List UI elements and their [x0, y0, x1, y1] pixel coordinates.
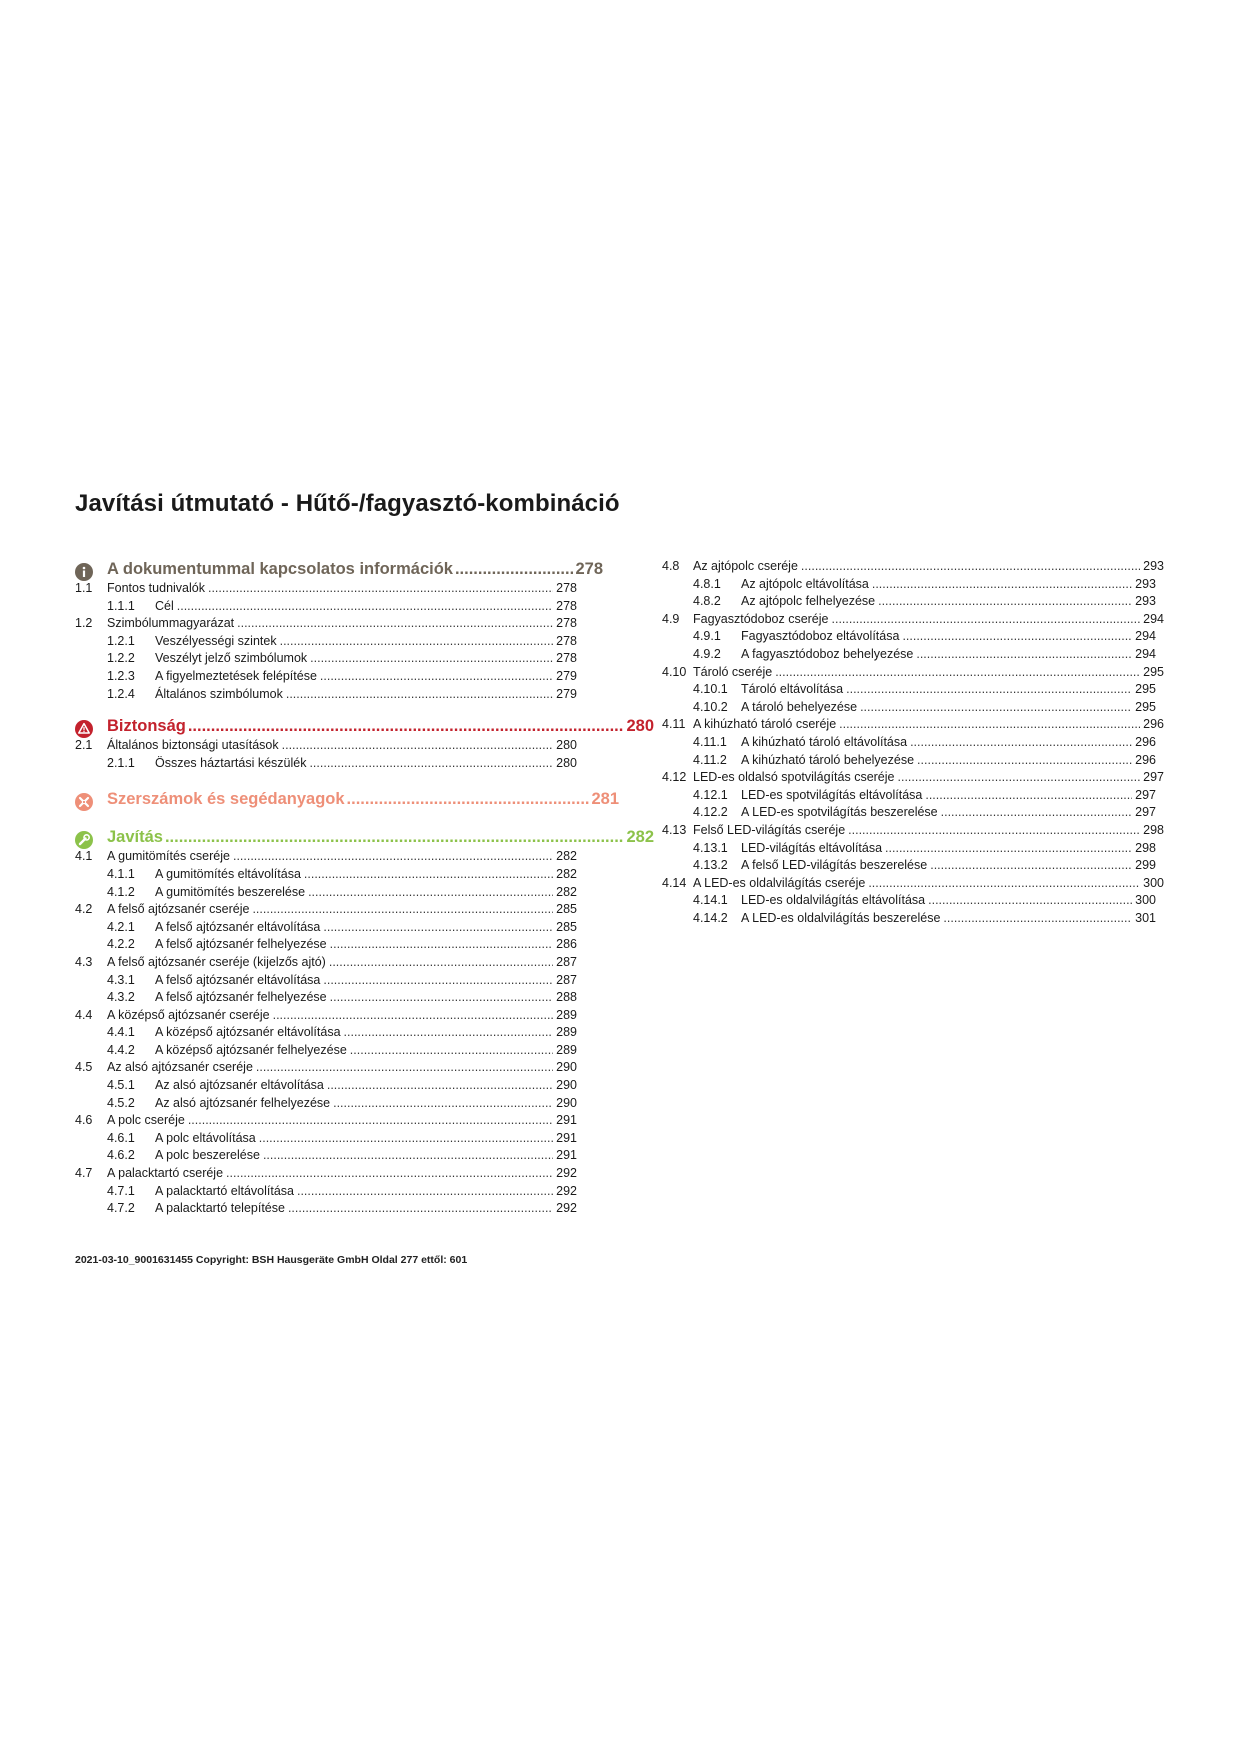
toc-subsection[interactable] [75, 598, 577, 616]
section-number: 4.9 [662, 611, 680, 626]
page-number: 292 [556, 1166, 577, 1181]
toc-subsection[interactable] [662, 646, 1156, 664]
section-number: 4.10.1 [693, 682, 728, 697]
section-number: 4.8.1 [693, 576, 721, 591]
chapter-page: 278 [575, 560, 603, 578]
page-number: 289 [556, 1007, 577, 1022]
page-number: 292 [556, 1183, 577, 1198]
page-number: 282 [556, 866, 577, 881]
section-title: A LED-es oldalvilágítás cseréje [693, 875, 866, 890]
section-title: A középső ajtózsanér felhelyezése [155, 1042, 347, 1057]
leader-dots [943, 910, 1132, 928]
toc-subsection[interactable] [662, 892, 1156, 910]
section-number: 4.13 [662, 822, 687, 837]
leader-dots [286, 686, 553, 704]
section-number: 4.6.2 [107, 1148, 135, 1163]
leader-dots [916, 646, 1132, 664]
toc-subsection[interactable] [662, 681, 1156, 699]
section-number: 4.5.1 [107, 1078, 135, 1093]
section-number: 4.8.2 [693, 594, 721, 609]
leader-dots [177, 598, 553, 616]
section-title: A tároló behelyezése [741, 699, 858, 714]
section-number: 4.2.2 [107, 937, 135, 952]
page-number: 278 [556, 633, 577, 648]
section-title: A palacktartó telepítése [155, 1201, 285, 1216]
toc-subsection[interactable] [75, 1183, 577, 1201]
section-title: Tároló eltávolítása [741, 682, 844, 697]
leader-dots [304, 866, 553, 884]
section-title: A gumitömítés cseréje [107, 849, 230, 864]
chapter-label: A dokumentummal kapcsolatos információk [107, 560, 453, 578]
toc-subsection[interactable] [662, 752, 1156, 770]
toc-subsection[interactable] [662, 787, 1156, 805]
page-number: 291 [556, 1113, 577, 1128]
section-title: A felső ajtózsanér eltávolítása [155, 919, 321, 934]
leader-dots [188, 1112, 553, 1130]
section-number: 4.7.2 [107, 1201, 135, 1216]
page-number: 292 [556, 1201, 577, 1216]
leader-dots [329, 954, 553, 972]
toc-subsection[interactable] [75, 755, 577, 773]
page-number: 291 [556, 1130, 577, 1145]
section-number: 4.12 [662, 770, 687, 785]
section-title: Veszélyt jelző szimbólumok [155, 651, 308, 666]
leader-dots [288, 1200, 553, 1218]
leader-dots [350, 1042, 553, 1060]
toc-section[interactable] [662, 664, 1164, 682]
section-title: LED-es oldalvilágítás eltávolítása [741, 893, 926, 908]
page-number: 299 [1135, 858, 1156, 873]
toc-section[interactable] [75, 848, 577, 866]
toc-subsection[interactable] [662, 804, 1156, 822]
leader-dots [917, 752, 1132, 770]
section-number: 4.14.1 [693, 893, 728, 908]
toc-section[interactable] [75, 954, 577, 972]
leader-dots [878, 593, 1132, 611]
section-title: A fagyasztódoboz behelyezése [741, 646, 914, 661]
page-number: 298 [1143, 822, 1164, 837]
leader-dots [252, 901, 553, 919]
leader-dots [273, 1007, 554, 1025]
section-title: A középső ajtózsanér cseréje [107, 1007, 270, 1022]
leader-dots [310, 650, 553, 668]
info-icon [75, 563, 93, 581]
page-number: 296 [1143, 717, 1164, 732]
page-number: 300 [1135, 893, 1156, 908]
leader-dots [455, 558, 574, 580]
tools-icon [75, 793, 93, 811]
leader-dots [846, 681, 1132, 699]
section-title: LED-es spotvilágítás eltávolítása [741, 787, 923, 802]
leader-dots [898, 769, 1141, 787]
toc-subsection[interactable] [662, 593, 1156, 611]
page-footer: 2021-03-10_9001631455 Copyright: BSH Hausgeräte GmbH Oldal 277 ettől: 601 [75, 1254, 468, 1266]
section-title: A kihúzható tároló cseréje [693, 717, 837, 732]
section-title: A felső ajtózsanér cseréje (kijelzős ajtó) [107, 954, 326, 969]
page-number: 288 [556, 990, 577, 1005]
toc-section[interactable] [75, 1059, 577, 1077]
toc-subsection[interactable] [662, 910, 1156, 928]
leader-dots [928, 892, 1132, 910]
section-title: A palacktartó eltávolítása [155, 1183, 294, 1198]
chapter-label: Szerszámok és segédanyagok [107, 790, 345, 809]
leader-dots [848, 822, 1140, 840]
section-title: Az ajtópolc felhelyezése [741, 594, 876, 609]
leader-dots [280, 633, 554, 651]
toc-subsection[interactable] [662, 576, 1156, 594]
leader-dots [930, 857, 1132, 875]
toc-subsection[interactable] [75, 1024, 577, 1042]
page-number: 279 [556, 668, 577, 683]
page-number: 282 [556, 884, 577, 899]
section-title: A gumitömítés beszerelése [155, 884, 306, 899]
section-title: A középső ajtózsanér eltávolítása [155, 1025, 341, 1040]
section-title: Fagyasztódoboz eltávolítása [741, 629, 900, 644]
section-number: 4.14.2 [693, 910, 728, 925]
leader-dots [344, 1024, 554, 1042]
toc-section[interactable] [75, 1112, 577, 1130]
leader-dots [263, 1147, 553, 1165]
page-number: 289 [556, 1042, 577, 1057]
page-number: 280 [556, 738, 577, 753]
toc-subsection[interactable] [75, 1042, 577, 1060]
leader-dots [801, 558, 1140, 576]
page-number: 278 [556, 581, 577, 595]
section-title: A felső ajtózsanér cseréje [107, 902, 250, 917]
page-number: 297 [1135, 787, 1156, 802]
section-number: 1.2 [75, 616, 93, 631]
toc-subsection[interactable] [662, 628, 1156, 646]
section-title: A felső ajtózsanér felhelyezése [155, 937, 327, 952]
page-number: 293 [1135, 576, 1156, 591]
section-title: A kihúzható tároló eltávolítása [741, 734, 908, 749]
page-number: 278 [556, 616, 577, 631]
section-number: 4.5 [75, 1060, 93, 1075]
toc-subsection[interactable] [75, 866, 577, 884]
leader-dots [839, 716, 1140, 734]
toc-subsection[interactable] [75, 650, 577, 668]
section-number: 4.4.1 [107, 1025, 135, 1040]
page-title: Javítási útmutató - Hűtő-/fagyasztó-kombináció [75, 490, 620, 517]
leader-dots [330, 936, 554, 954]
toc-section[interactable] [662, 611, 1164, 629]
section-number: 4.1.1 [107, 866, 135, 881]
section-number: 4.11 [662, 717, 686, 732]
page-number: 301 [1135, 910, 1156, 925]
page-number: 289 [556, 1025, 577, 1040]
section-number: 2.1 [75, 738, 93, 753]
section-number: 4.13.1 [693, 840, 728, 855]
page-number: 290 [556, 1095, 577, 1110]
leader-dots [237, 615, 553, 633]
page-number: 279 [556, 686, 577, 701]
page-number: 287 [556, 972, 577, 987]
section-number: 4.11.2 [693, 752, 727, 767]
leader-dots [297, 1183, 553, 1201]
leader-dots [308, 884, 553, 902]
toc-section[interactable] [75, 1007, 577, 1025]
section-title: A felső ajtózsanér felhelyezése [155, 990, 327, 1005]
section-number: 1.2.4 [107, 686, 135, 701]
toc-chapter-repair[interactable] [75, 826, 654, 848]
leader-dots [333, 1095, 553, 1113]
leader-dots [259, 1130, 553, 1148]
section-title: Az alsó ajtózsanér eltávolítása [155, 1078, 324, 1093]
leader-dots [233, 848, 553, 866]
leader-dots [347, 788, 590, 810]
section-title: Fontos tudnivalók [107, 581, 205, 595]
toc-section[interactable] [662, 769, 1164, 787]
section-title: A LED-es oldalvilágítás beszerelése [741, 910, 941, 925]
page-number: 278 [556, 598, 577, 613]
leader-dots [330, 989, 554, 1007]
page-number: 285 [556, 902, 577, 917]
section-number: 1.2.1 [107, 633, 135, 648]
leader-dots [860, 699, 1132, 717]
section-number: 2.1.1 [107, 755, 135, 770]
leader-dots [941, 804, 1133, 822]
section-title: A palacktartó cseréje [107, 1166, 224, 1181]
toc-subsection[interactable] [662, 857, 1156, 875]
section-number: 4.1.2 [107, 884, 135, 899]
leader-dots [868, 875, 1140, 893]
toc-subsection[interactable] [75, 1130, 577, 1148]
page-number: 293 [1143, 559, 1164, 573]
leader-dots [323, 919, 553, 937]
leader-dots [902, 628, 1132, 646]
toc-section[interactable] [75, 1165, 577, 1183]
page-number: 297 [1135, 805, 1156, 820]
toc-subsection[interactable] [75, 1200, 577, 1218]
section-title: Általános biztonsági utasítások [107, 738, 279, 753]
toc-subsection[interactable] [75, 919, 577, 937]
section-title: Összes háztartási készülék [155, 755, 307, 770]
leader-dots [775, 664, 1140, 682]
leader-dots [226, 1165, 553, 1183]
toc-right-column [662, 558, 1166, 927]
section-number: 4.7 [75, 1166, 93, 1181]
leader-dots [925, 787, 1132, 805]
leader-dots [832, 611, 1141, 629]
section-number: 4.4 [75, 1007, 93, 1022]
toc-section[interactable] [662, 875, 1164, 893]
page-number: 300 [1143, 875, 1164, 890]
section-number: 1.2.2 [107, 651, 135, 666]
warning-triangle-icon [75, 720, 93, 738]
section-title: A felső LED-világítás beszerelése [741, 858, 928, 873]
section-title: A gumitömítés eltávolítása [155, 866, 301, 881]
section-number: 4.13.2 [693, 858, 728, 873]
leader-dots [165, 826, 625, 848]
section-number: 4.12.2 [693, 805, 728, 820]
section-title: Általános szimbólumok [155, 686, 283, 701]
section-number: 4.6 [75, 1113, 93, 1128]
section-title: A polc cseréje [107, 1113, 185, 1128]
leader-dots [320, 668, 553, 686]
section-title: A felső ajtózsanér eltávolítása [155, 972, 321, 987]
page-number: 291 [556, 1148, 577, 1163]
section-number: 4.10 [662, 664, 687, 679]
section-title: LED-es oldalsó spotvilágítás cseréje [693, 770, 895, 785]
section-number: 4.3.2 [107, 990, 135, 1005]
section-number: 4.2 [75, 902, 93, 917]
page-number: 295 [1135, 682, 1156, 697]
toc-subsection[interactable] [75, 972, 577, 990]
chapter-label: Javítás [107, 828, 163, 847]
section-title: Veszélyességi szintek [155, 633, 277, 648]
page-number: 295 [1143, 664, 1164, 679]
wrench-icon [75, 831, 93, 849]
leader-dots [323, 972, 553, 990]
toc-section[interactable] [662, 822, 1164, 840]
section-number: 1.2.3 [107, 668, 135, 683]
toc-section[interactable] [75, 737, 577, 755]
section-title: Az ajtópolc eltávolítása [741, 576, 869, 591]
section-number: 4.12.1 [693, 787, 728, 802]
section-number: 4.9.1 [693, 629, 721, 644]
section-number: 1.1.1 [107, 598, 135, 613]
section-number: 4.9.2 [693, 646, 721, 661]
leader-dots [910, 734, 1132, 752]
page-number: 293 [1135, 594, 1156, 609]
page-number: 286 [556, 937, 577, 952]
chapter-page: 280 [626, 717, 654, 736]
page-number: 294 [1135, 629, 1156, 644]
section-title: Az alsó ajtózsanér cseréje [107, 1060, 253, 1075]
page-number: 297 [1143, 770, 1164, 785]
section-number: 4.3 [75, 954, 93, 969]
chapter-page: 281 [591, 790, 619, 809]
section-title: Az ajtópolc cseréje [693, 559, 798, 573]
page-number: 290 [556, 1078, 577, 1093]
section-number: 4.3.1 [107, 972, 135, 987]
page-number: 282 [556, 849, 577, 864]
leader-dots [282, 737, 554, 755]
leader-dots [188, 715, 625, 737]
toc-chapter-safety[interactable] [75, 715, 654, 737]
toc-subsection[interactable] [75, 1095, 577, 1113]
toc-subsection[interactable] [662, 734, 1156, 752]
section-number: 1.1 [75, 581, 93, 595]
leader-dots [327, 1077, 553, 1095]
section-number: 4.7.1 [107, 1183, 135, 1198]
page-number: 285 [556, 919, 577, 934]
page-number: 296 [1135, 734, 1156, 749]
toc-subsection[interactable] [75, 884, 577, 902]
page-number: 278 [556, 651, 577, 666]
section-title: Fagyasztódoboz cseréje [693, 611, 829, 626]
section-title: A kihúzható tároló behelyezése [741, 752, 915, 767]
toc-subsection[interactable] [75, 686, 577, 704]
section-title: A polc eltávolítása [155, 1130, 256, 1145]
toc-subsection[interactable] [662, 699, 1156, 717]
leader-dots [256, 1059, 553, 1077]
toc-subsection[interactable] [75, 633, 577, 651]
leader-dots [885, 840, 1132, 858]
page-number: 280 [556, 755, 577, 770]
toc-section[interactable] [75, 615, 577, 633]
toc-chapter-info[interactable] [75, 558, 603, 580]
section-title: Az alsó ajtózsanér felhelyezése [155, 1095, 331, 1110]
section-title: A polc beszerelése [155, 1148, 260, 1163]
toc-section[interactable] [75, 901, 577, 919]
section-title: A figyelmeztetések felépítése [155, 668, 317, 683]
leader-dots [872, 576, 1132, 594]
section-number: 4.6.1 [107, 1130, 135, 1145]
section-number: 4.1 [75, 849, 93, 864]
toc-subsection[interactable] [75, 1147, 577, 1165]
page-number: 294 [1135, 646, 1156, 661]
toc-section[interactable] [75, 580, 577, 598]
section-number: 4.5.2 [107, 1095, 135, 1110]
section-title: LED-világítás eltávolítása [741, 840, 883, 855]
toc-left-column [75, 558, 654, 1218]
toc-chapter-tools[interactable] [75, 788, 619, 810]
section-number: 4.2.1 [107, 919, 135, 934]
toc-subsection[interactable] [662, 840, 1156, 858]
leader-dots [309, 755, 553, 773]
page-number: 294 [1143, 611, 1164, 626]
toc-subsection[interactable] [75, 668, 577, 686]
toc-subsection[interactable] [75, 989, 577, 1007]
toc-section[interactable] [662, 558, 1164, 576]
toc-subsection[interactable] [75, 1077, 577, 1095]
section-title: Tároló cseréje [693, 664, 773, 679]
section-number: 4.11.1 [693, 734, 727, 749]
section-title: Cél [155, 598, 174, 613]
chapter-label: Biztonság [107, 717, 186, 736]
section-number: 4.10.2 [693, 699, 728, 714]
section-title: A LED-es spotvilágítás beszerelése [741, 805, 938, 820]
page-number: 295 [1135, 699, 1156, 714]
section-number: 4.8 [662, 559, 680, 573]
page-number: 287 [556, 954, 577, 969]
section-title: Felső LED-világítás cseréje [693, 822, 846, 837]
leader-dots [208, 580, 553, 598]
page-number: 296 [1135, 752, 1156, 767]
toc-subsection[interactable] [75, 936, 577, 954]
section-title: Szimbólummagyarázat [107, 616, 235, 631]
section-number: 4.4.2 [107, 1042, 135, 1057]
toc-section[interactable] [662, 716, 1164, 734]
page-number: 298 [1135, 840, 1156, 855]
section-number: 4.14 [662, 875, 687, 890]
page-number: 290 [556, 1060, 577, 1075]
chapter-page: 282 [626, 828, 654, 847]
